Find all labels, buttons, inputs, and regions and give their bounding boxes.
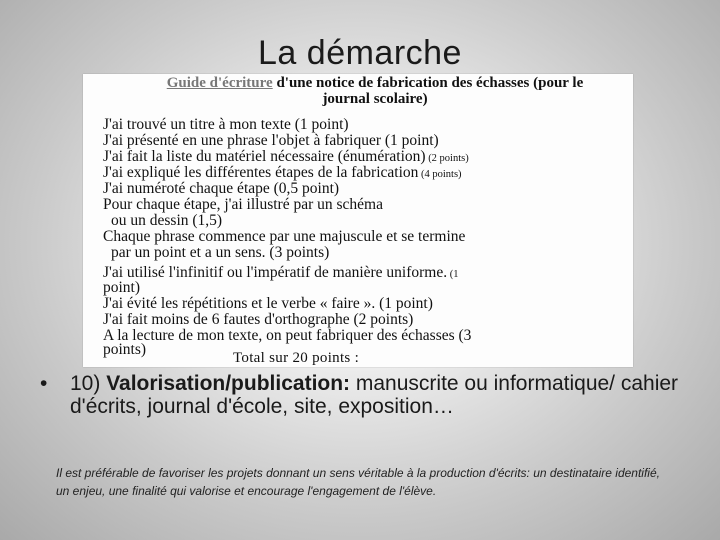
guide-total: Total sur 20 points : — [233, 350, 360, 366]
bullet-prefix: 10) — [70, 372, 107, 395]
bullet-text — [70, 372, 680, 418]
criterion: Pour chaque étape, j'ai illustré par un schéma — [103, 196, 383, 213]
criterion: point) — [103, 279, 141, 296]
bullet-rest: manuscrite ou informatique/ cahier d'écrits, journal d'école, site, exposition… — [70, 372, 679, 418]
criterion: J'ai fait moins de 6 fautes d'orthographe (2 points) — [103, 311, 414, 328]
criterion: J'ai fait la liste du matériel nécessaire (énumération) (2 points) — [103, 148, 469, 165]
criterion: J'ai trouvé un titre à mon texte (1 point) — [103, 116, 349, 133]
bullet-bold: Valorisation/publication: — [106, 372, 351, 395]
criterion: J'ai expliqué les différentes étapes de la fabrication (4 points) — [103, 164, 462, 181]
slide-title: La démarche — [258, 34, 462, 72]
guide-heading — [145, 75, 605, 107]
bullet-point — [40, 372, 680, 418]
guide-heading-underlined: Guide d'écriture — [166, 75, 273, 91]
footnote: Il est préférable de favoriser les projets donnant un sens véritable à la production d'écrits: un destinataire identifié, un enjeu, une finalité qui valorise et encourage l'engagement de l'élève. — [56, 466, 660, 498]
guide-heading-rest: d'une notice de fabrication des échasses (pour le journal scolaire) — [272, 75, 584, 107]
criterion: points) — [103, 341, 147, 358]
criterion: par un point et a un sens. (3 points) — [111, 244, 330, 261]
criterion: J'ai numéroté chaque étape (0,5 point) — [103, 180, 340, 197]
criterion: Chaque phrase commence par une majuscule et se termine — [103, 228, 466, 245]
criterion: J'ai présenté en une phrase l'objet à fabriquer (1 point) — [103, 132, 439, 149]
scanned-grading-guide — [83, 74, 633, 367]
criterion: ou un dessin (1,5) — [111, 212, 223, 229]
criterion: J'ai évité les répétitions et le verbe « faire ». (1 point) — [103, 295, 433, 312]
bullet-symbol: • — [40, 372, 48, 395]
criterion: J'ai utilisé l'infinitif ou l'impératif de manière uniforme. (1 — [103, 264, 459, 281]
criterion: A la lecture de mon texte, on peut fabriquer des échasses (3 — [103, 327, 472, 344]
